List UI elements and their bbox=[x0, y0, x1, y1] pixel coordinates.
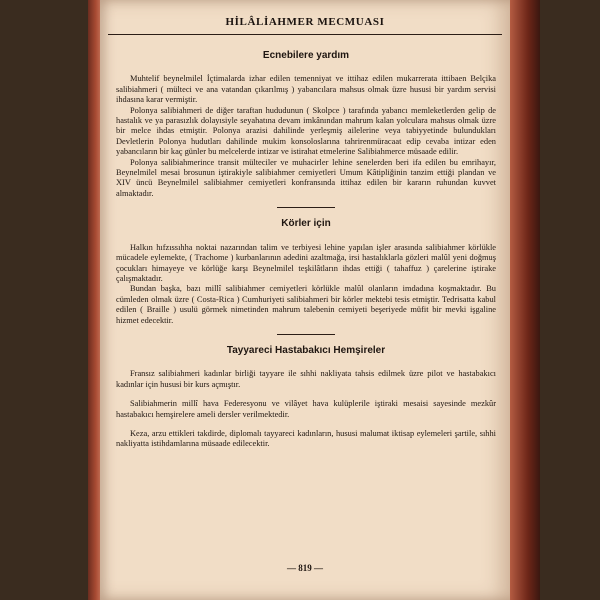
paragraph-gap bbox=[116, 420, 496, 429]
paragraph: Halkın hıfzıssıhha noktai nazarından talim ve terbiyesi lehine yapılan işler arasında salibiahmer körlükle mücadele eylemekte, ( Trachome ) kurbanlarının adedini azaltmağa, irsi hastalıklarla gözleri malûl yeni doğmuş çocukları himayeye ve körlüğe karşı Beynelmilel teşkilâtların ihdas ettiği ( tahaffuz ) çarelerine iştirake çalışmaktadır. bbox=[116, 242, 496, 283]
section-divider bbox=[277, 207, 335, 208]
header-rule bbox=[108, 34, 502, 35]
page-number: — 819 — bbox=[287, 563, 323, 573]
paragraph: Fransız salibiahmeri kadınlar birliği tayyare ile sıhhi nakliyata tahsis edilmek üzre pilot ve hastabakıcı kadınlar için hususi bir kurs açmıştır. bbox=[116, 369, 496, 389]
section-divider bbox=[277, 334, 335, 335]
section-heading-korler: Körler için bbox=[281, 218, 331, 230]
right-page-edge bbox=[510, 0, 540, 600]
running-header: HİLÂLİAHMER MECMUASI bbox=[225, 16, 385, 28]
paragraph: Polonya salibiahmerince transit mülteciler ve muhacirler lehine senelerden beri ifa edilen bu emrihayır, Beynelmilel mesai brosunun iştirakiyle salibiahmer cemiyetleri Umum Kâtipliğinin tanzim ettiği plandan ve XIV üncü Beynelmilel salibiahmer cemiyetleri konfransında ittihaz edilen bir kararın ruhundan kuvvet almaktadır. bbox=[116, 157, 496, 198]
paragraph: Muhtelif beynelmilel İçtimalarda izhar edilen temenniyat ve ittihaz edilen mukarrerata ittibaen Belçika salibiahmeri ( mülteci ve ana vatandan çıkarılmış ) yabancılara mahsus olmak üzre hususi bir yardım servisi ihdasına karar vermiştir. bbox=[116, 74, 496, 105]
page-content bbox=[116, 45, 496, 450]
paragraph: Polonya salibiahmeri de diğer taraftan hududunun ( Skolpce ) tarafında yabancı memleketlerden gelip de hastalık ve ya parasızlık dolayısiyle seyahatına devam imkânından mahrum kalan yolculara mahsus olmak üzre bir melce ihdas etmiştir. Polonya arazisi dahilinde yerleşmiş ailelerine veya tabiyyetinde bulundukları Devletlerin Polonya hudutları dahilinde mukim konsoloslarına tahrirenmüracaat edip cevaba intizar eden yabancıların bir kaç günler bu melcelerde intizar ve istirahat etmelerine Salibiahmerce müsaade edilir. bbox=[116, 105, 496, 157]
paragraph: Salibiahmerin millî hava Federesyonu ve vilâyet hava kulüplerile iştiraki mesaisi sayesinde mezkûr hastabakıcı hemşirelere ameli dersler verilmektedir. bbox=[116, 399, 496, 419]
section-heading-ecnebilere: Ecnebilere yardım bbox=[262, 50, 350, 61]
section-heading-tayyareci: Tayyareci Hastabakıcı Hemşireler bbox=[226, 344, 386, 356]
paragraph: Bundan başka, bazı millî salibiahmer cemiyetleri körlükle malûl olanların imdadına koşmaktadır. Bu cümleden olmak üzre ( Costa-Rica ) Cumhuriyeti salibiahmeri bir körler mektebi tesis etmiştir. Tedrisatta kabul edilen ( Braille ) usulü görmek nimetinden mahrum talebenin cemiyeti beşeriyede müfit bir mevki işgaline hizmet edecektir. bbox=[116, 284, 496, 325]
paragraph-gap bbox=[116, 390, 496, 399]
paragraph: Keza, arzu ettikleri takdirde, diplomalı tayyareci kadınların, hususi malumat iktisap eylemeleri şartile, sıhhi nakliyatta istihdamlarına müsaade edilecektir. bbox=[116, 428, 496, 449]
